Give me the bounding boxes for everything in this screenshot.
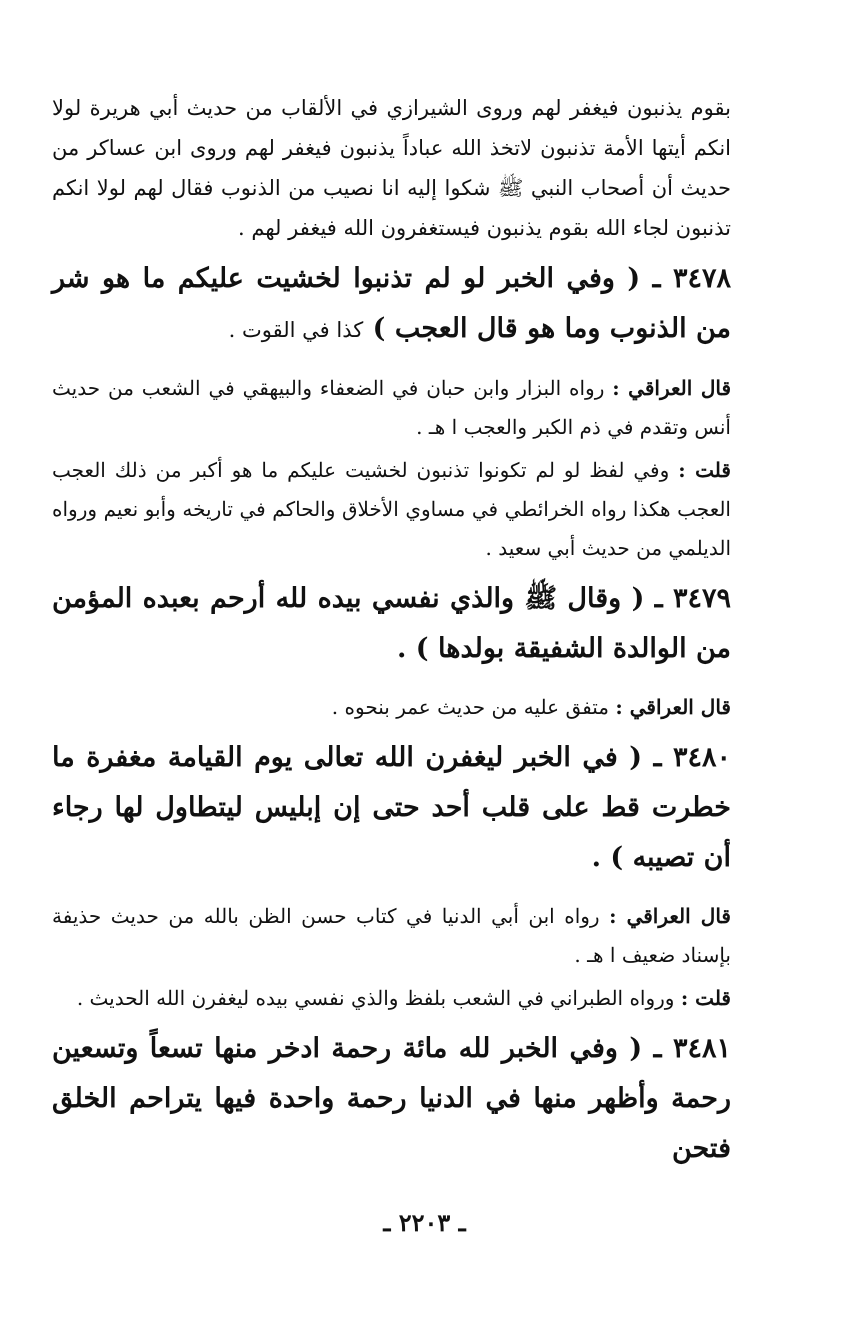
hadith-source-note: كذا في القوت . [228, 318, 364, 342]
hadith-text: ( في الخبر ليغفرن الله تعالى يوم القيامة مغفرة ما خطرت قط على قلب أحد حتى إن إبليس ليتطاول لها رجاء أن تصيبه ) . [52, 742, 731, 873]
commentary-label: قال العراقي : [612, 376, 732, 400]
page-number: ـ ٢٢٠٣ ـ [383, 1208, 466, 1237]
hadith-entry-3481 [52, 1024, 731, 1174]
hadith-number: ٣٤٧٨ ـ [652, 263, 732, 294]
commentary-iraqi [52, 688, 731, 727]
commentary-text: رواه ابن أبي الدنيا في كتاب حسن الظن بالله من حديث حذيفة بإسناد ضعيف ا هـ . [52, 904, 731, 967]
hadith-entry-3478 [52, 254, 731, 355]
hadith-text: ( وفي الخبر لو لم تذنبوا لخشيت عليكم ما هو شر من الذنوب وما هو قال العجب ) [52, 263, 731, 344]
commentary-text: وفي لفظ لو لم تكونوا تذنبون لخشيت عليكم ما هو أكبر من ذلك العجب العجب هكذا رواه الخرائطي في مساوي الأخلاق والحاكم في تاريخه وأبو نعيم ورواه الديلمي من حديث أبي سعيد . [52, 458, 731, 560]
hadith-entry-3479 [52, 574, 731, 674]
commentary-label: قلت : [680, 986, 731, 1010]
commentary-qultu [52, 979, 731, 1018]
commentary-label: قال العراقي : [609, 904, 731, 928]
hadith-text: ( وقال ﷺ والذي نفسي بيده لله أرحم بعبده المؤمن من الوالدة الشفيقة بولدها ) . [52, 583, 731, 664]
commentary-text: رواه البزار وابن حبان في الضعفاء والبيهقي في الشعب من حديث أنس وتقدم في ذم الكبر والعجب ا هـ . [52, 376, 731, 439]
commentary-text: ورواه الطبراني في الشعب بلفظ والذي نفسي بيده ليغفرن الله الحديث . [76, 986, 675, 1010]
commentary-label: قلت : [678, 458, 731, 482]
intro-paragraph: بقوم يذنبون فيغفر لهم وروى الشيرازي في الألقاب من حديث أبي هريرة لولا انكم أيتها الأمة تذنبون لاتخذ الله عباداً يذنبون فيغفر لهم وروى ابن عساكر من حديث أن أصحاب النبي ﷺ شكوا إليه انا نصيب من الذنوب فقال لهم لولا انكم تذنبون لجاء الله بقوم يذنبون فيستغفرون الله فيغفر لهم . [52, 96, 731, 240]
hadith-number: ٣٤٧٩ ـ [654, 583, 732, 614]
hadith-number: ٣٤٨١ ـ [653, 1033, 731, 1064]
hadith-entry-3480 [52, 733, 731, 883]
commentary-iraqi [52, 369, 731, 447]
commentary-text: متفق عليه من حديث عمر بنحوه . [331, 695, 610, 719]
hadith-number: ٣٤٨٠ ـ [653, 742, 731, 773]
hadith-text: ( وفي الخبر لله مائة رحمة ادخر منها تسعاً وتسعين رحمة وأظهر منها في الدنيا رحمة واحدة فيها يتراحم الخلق فتحن [52, 1033, 731, 1164]
commentary-qultu [52, 451, 731, 568]
commentary-label: قال العراقي : [615, 695, 731, 719]
commentary-iraqi [52, 897, 731, 975]
